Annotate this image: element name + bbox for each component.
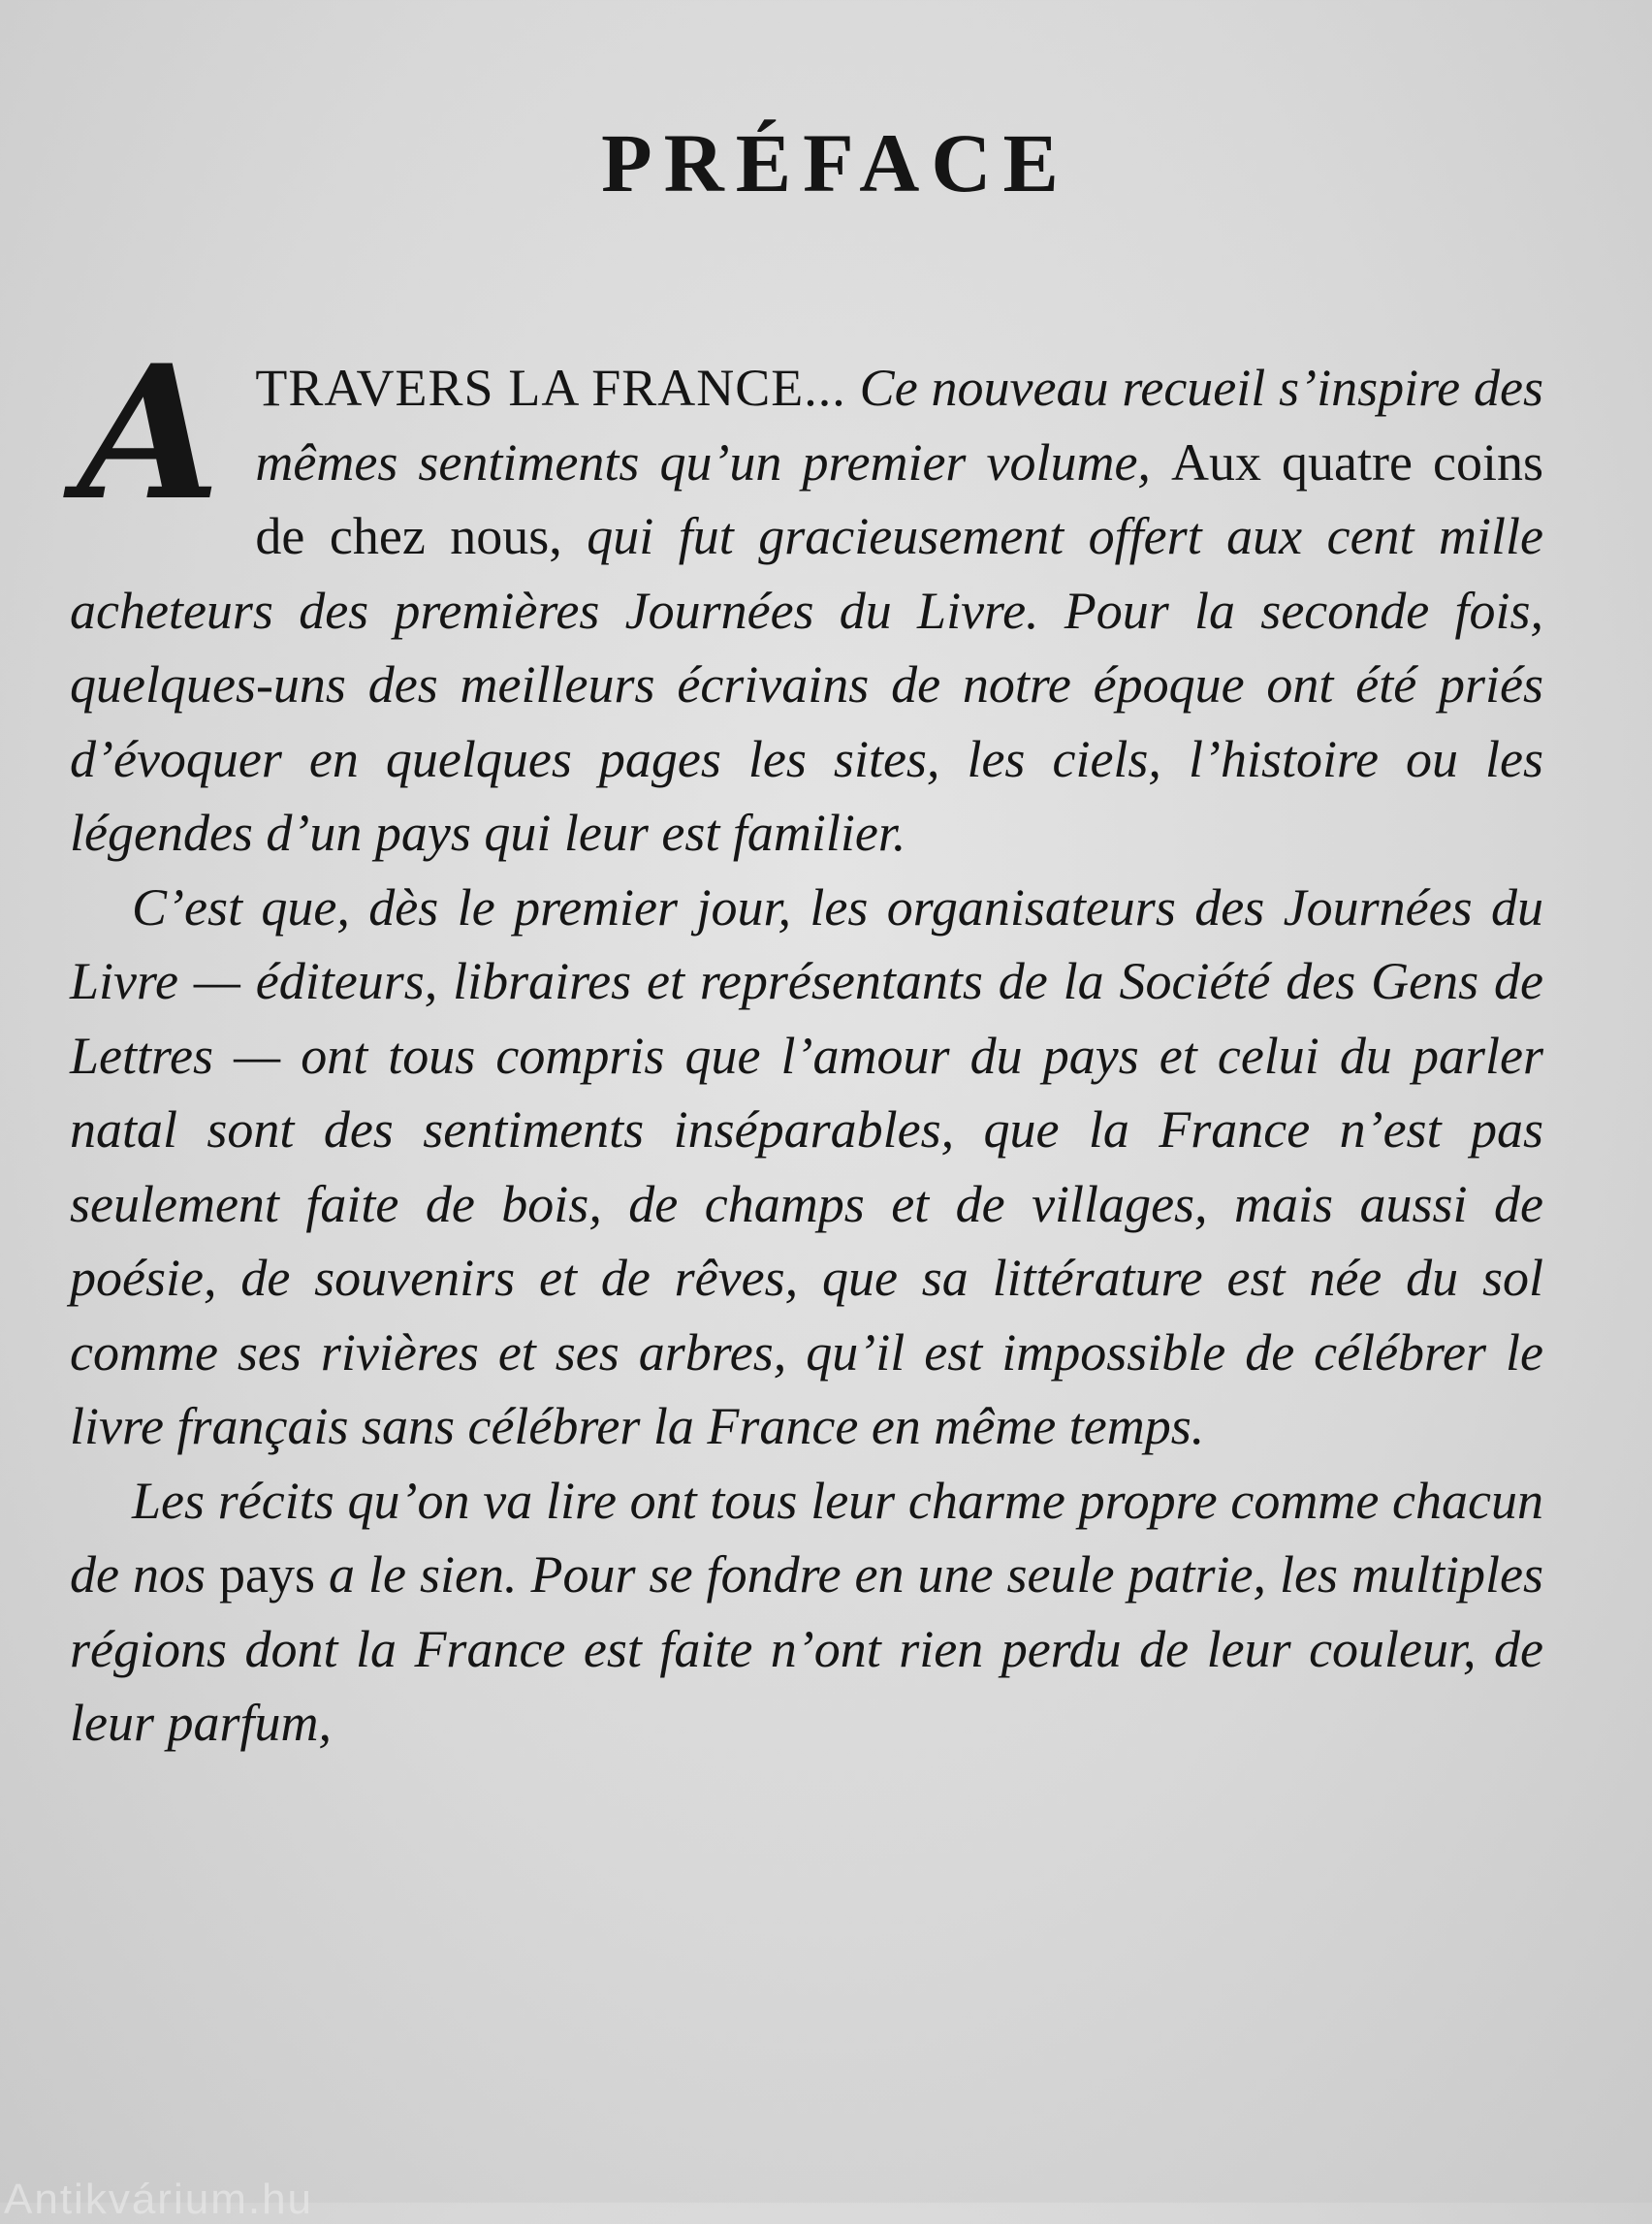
paragraph-3-roman-word: pays (219, 1545, 316, 1604)
page-title: PRÉFACE (601, 116, 1070, 209)
paragraph-2: C’est que, dès le premier jour, les organisateurs des Journées du Livre — éditeurs, libraires et représentants de la Société des Gens de Lettres — ont tous compris que l’amour du pays et celui du parler natal sont des sentiments inséparables, que la France n’est pas seulement faite de bois, de champs et de villages, mais aussi de poésie, de souvenirs et de rêves, que sa littérature est née du sol comme ses rivières et ses arbres, qu’il est impossible de célébrer le livre français sans célébrer la France en même temps. (70, 877, 1543, 1455)
paragraph-1-text-a: Ce nouveau recueil s’inspire des mêmes sentiments qu’un premier volume, (255, 359, 1543, 492)
preface-body (70, 325, 1544, 1761)
book-title-reference: Aux quatre coins de chez nous, (255, 432, 1543, 565)
paragraph-3 (70, 1464, 1543, 1761)
book-page (70, 0, 1543, 2203)
drop-cap: A (78, 325, 221, 541)
paragraph-1-text-b: qui fut gracieusement offert aux cent mille acheteurs des premières Journées du Livre. Pour la seconde fois, quelques-uns des meilleurs écrivains de notre époque ont été priés d’évoquer en quelques pages les sites, les ciels, l’histoire ou les légendes d’un pays qui leur est familier. (70, 507, 1543, 862)
lead-caps: TRAVERS LA FRANCE... (255, 359, 846, 417)
watermark: Antikvárium.hu (4, 2176, 314, 2223)
paragraph-3-text-b: a le sien. Pour se fondre en une seule patrie, les multiples régions dont la France est faite n’ont rien perdu de leur couleur, de leur parfum, (70, 1545, 1544, 1752)
paragraph-3-text-a: Les récits qu’on va lire ont tous leur charme propre comme chacun de nos (70, 1471, 1543, 1604)
paragraph-1 (70, 325, 1543, 871)
